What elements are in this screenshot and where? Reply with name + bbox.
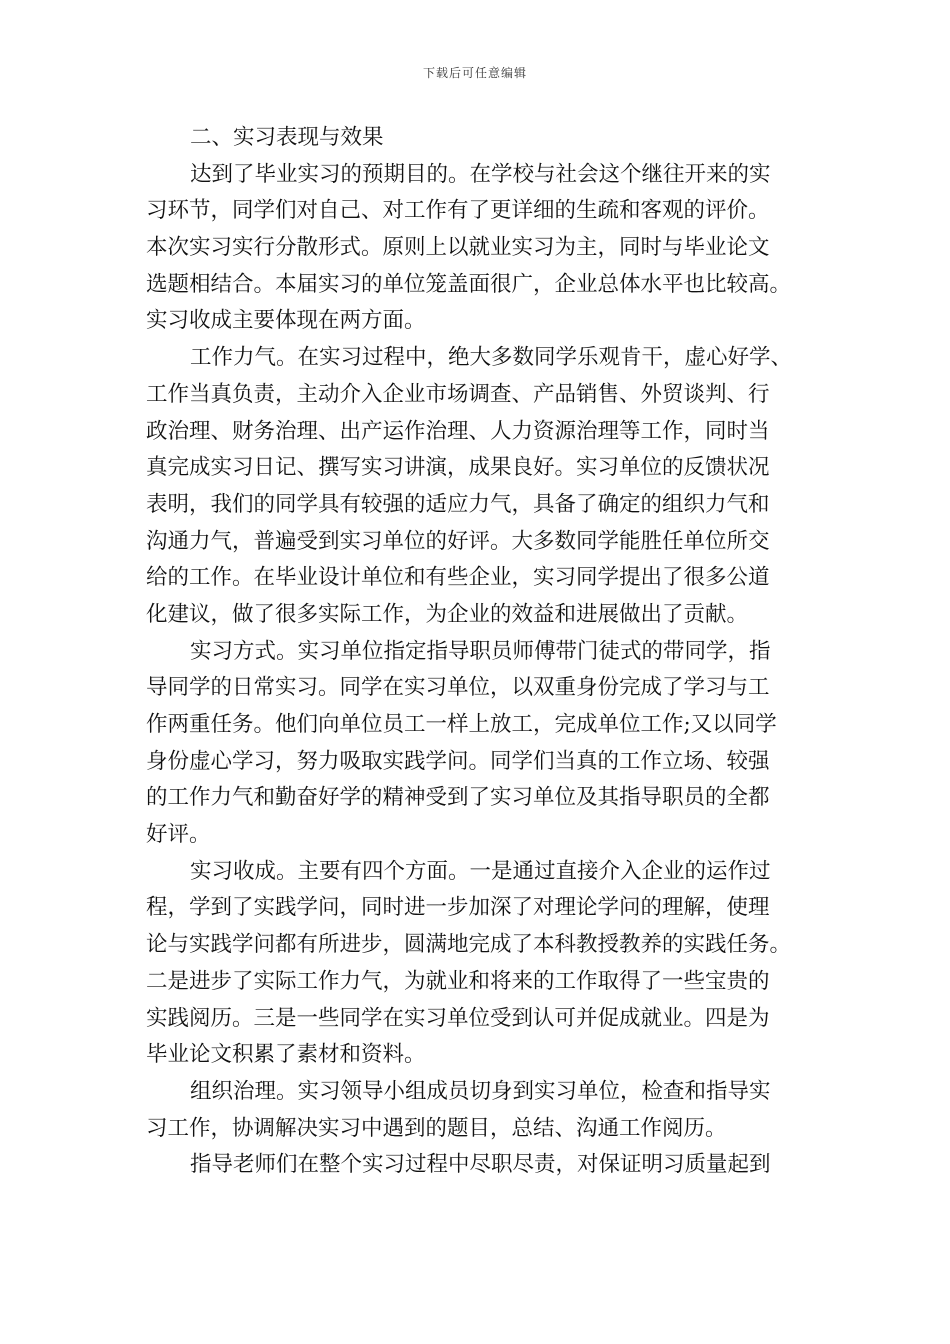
text-line: 沟通力气，普遍受到实习单位的好评。大多数同学能胜任单位所交 xyxy=(146,528,770,554)
text-line: 给的工作。在毕业设计单位和有些企业，实习同学提出了很多公道 xyxy=(146,565,770,591)
text-line: 实习方式。实习单位指定指导职员师傅带门徒式的带同学，指 xyxy=(190,638,771,664)
text-line: 本次实习实行分散形式。原则上以就业实习为主，同时与毕业论文 xyxy=(146,235,770,261)
text-line: 工作力气。在实习过程中，绝大多数同学乐观肯干，虚心好学、 xyxy=(190,345,793,371)
text-line: 实习收成主要体现在两方面。 xyxy=(146,308,426,334)
text-line: 实践阅历。三是一些同学在实习单位受到认可并促成就业。四是为 xyxy=(146,1005,770,1031)
text-line: 达到了毕业实习的预期目的。在学校与社会这个继往开来的实 xyxy=(190,161,771,187)
text-line: 论与实践学问都有所进步，圆满地完成了本科教授教养的实践任务。 xyxy=(146,932,792,958)
text-line: 真完成实习日记、撰写实习讲演，成果良好。实习单位的反馈状况 xyxy=(146,455,770,481)
page-header: 下载后可任意编辑 xyxy=(422,66,527,80)
text-line: 化建议，做了很多实际工作，为企业的效益和进展做出了贡献。 xyxy=(146,601,749,627)
text-line: 习环节，同学们对自己、对工作有了更详细的生疏和客观的评价。 xyxy=(146,198,770,224)
text-line: 作两重任务。他们向单位员工一样上放工，完成单位工作;又以同学 xyxy=(146,712,777,737)
text-line: 导同学的日常实习。同学在实习单位，以双重身份完成了学习与工 xyxy=(146,675,770,701)
text-line: 工作当真负责，主动介入企业市场调查、产品销售、外贸谈判、行 xyxy=(146,381,770,407)
text-line: 程，学到了实践学问，同时进一步加深了对理论学问的理解，使理 xyxy=(146,895,770,921)
text-line: 实习收成。主要有四个方面。一是通过直接介入企业的运作过 xyxy=(190,858,771,884)
text-line: 指导老师们在整个实习过程中尽职尽责，对保证明习质量起到 xyxy=(190,1152,771,1178)
text-line: 身份虚心学习，努力吸取实践学问。同学们当真的工作立场、较强 xyxy=(146,748,770,774)
text-line: 毕业论文积累了素材和资料。 xyxy=(146,1042,426,1068)
text-line: 政治理、财务治理、出产运作治理、人力资源治理等工作，同时当 xyxy=(146,418,770,444)
text-line: 好评。 xyxy=(146,822,211,848)
text-line: 表明，我们的同学具有较强的适应力气，具备了确定的组织力气和 xyxy=(146,491,770,517)
text-line: 二是进步了实际工作力气，为就业和将来的工作取得了一些宝贵的 xyxy=(146,968,770,994)
section-heading: 二、实习表现与效果 xyxy=(190,125,384,150)
body-text xyxy=(146,120,810,1184)
text-line: 习工作，协调解决实习中遇到的题目，总结、沟通工作阅历。 xyxy=(146,1115,727,1141)
text-line: 的工作力气和勤奋好学的精神受到了实习单位及其指导职员的全都 xyxy=(146,785,770,811)
text-line: 组织治理。实习领导小组成员切身到实习单位，检查和指导实 xyxy=(190,1078,771,1104)
text-line: 选题相结合。本届实习的单位笼盖面很广，企业总体水平也比较高。 xyxy=(146,271,792,297)
